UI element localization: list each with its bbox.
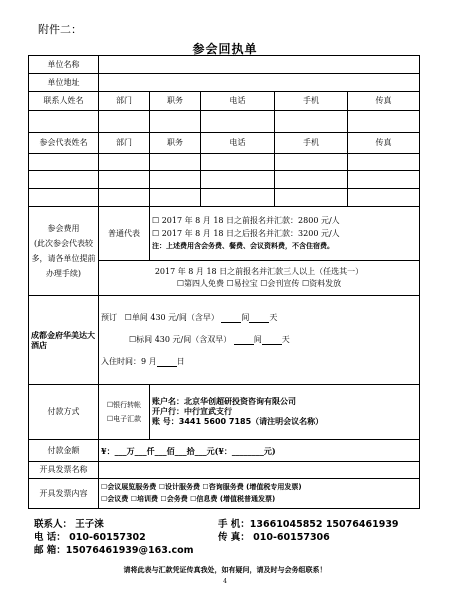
rep-cell[interactable] [99, 154, 150, 171]
rep-cell[interactable] [275, 171, 348, 189]
payment-methods [99, 385, 150, 440]
rep-cell[interactable] [150, 171, 201, 189]
single-room-unit: 间 [241, 313, 250, 322]
checkin-line[interactable] [101, 357, 417, 367]
rep-cell[interactable] [29, 171, 99, 189]
hotel-booking [99, 296, 420, 385]
rep-cell[interactable] [201, 189, 275, 207]
contact-fax: 传 真： 010-60157306 [218, 532, 330, 543]
invoice-vat-special[interactable]: ☐会议展览服务费 ☐设计服务费 ☐咨询服务费 (增值税专用发票) [101, 483, 302, 492]
single-room-option: ☐单间 430 元/间（含早） [124, 313, 219, 322]
rep-cell[interactable] [275, 189, 348, 207]
bank-transfer-option[interactable]: ☐银行转帐 [106, 401, 142, 409]
fee-option-late[interactable]: ☐ 2017 年 8 月 18 日之后报名并汇款：3200 元/人 [152, 229, 340, 239]
registration-form [28, 55, 420, 509]
account-name: 账户名：北京华创超研投资咨询有限公司 [152, 397, 296, 406]
rep-cell[interactable] [99, 189, 150, 207]
rep-name-label: 参会代表姓名 [29, 133, 99, 154]
annex-label: 附件二： [38, 23, 82, 36]
group-offer-options[interactable]: ☐第四人免费 ☐易拉宝 ☐会刊宣传 ☐资料发放 [176, 279, 342, 288]
group-offer [99, 261, 420, 296]
row-rep-entry [29, 171, 420, 189]
contact-cell[interactable] [150, 111, 201, 133]
col-mobile: 手机 [275, 133, 348, 154]
checkin-unit: 日 [176, 357, 185, 366]
fee-note: 注：上述费用含会务费、餐费、会议资料费，不含住宿费。 [152, 242, 334, 251]
unit-address-label: 单位地址 [29, 74, 99, 92]
rep-cell[interactable] [150, 154, 201, 171]
contact-person: 联系人： 王子涞 [34, 519, 104, 530]
hotel-name: 成都金府华美达大酒店 [29, 296, 99, 385]
normal-rep-label: 普通代表 [99, 207, 150, 261]
rep-cell[interactable] [29, 154, 99, 171]
page-title: 参会回执单 [192, 42, 258, 56]
contact-mobile: 手 机：13661045852 15076461939 [218, 519, 399, 530]
contact-email[interactable]: 邮 箱：15076461939@163.com [34, 545, 194, 556]
e-remit-option[interactable]: ☐电子汇款 [106, 415, 142, 423]
standard-room-line[interactable] [101, 335, 417, 345]
row-amount [29, 440, 420, 462]
group-offer-line: 2017 年 8 月 18 日之前报名并汇款三人以上（任选其一） [154, 267, 364, 276]
rep-cell[interactable] [348, 154, 420, 171]
row-hotel [29, 296, 420, 385]
contact-phone: 电 话： 010-60157302 [34, 532, 146, 543]
page-number: 4 [223, 578, 227, 585]
col-phone: 电话 [201, 133, 275, 154]
row-rep-entry [29, 189, 420, 207]
row-contact-entry [29, 111, 420, 133]
invoice-name-label: 开具发票名称 [29, 462, 99, 479]
standard-room-unit: 间 [253, 335, 262, 344]
fee-options [150, 207, 420, 261]
col-phone: 电话 [201, 92, 275, 111]
fee-label: 参会费用 (此次参会代表较多，请各单位提前办理手续) [29, 207, 99, 296]
single-room-line[interactable] [101, 313, 417, 323]
col-dept: 部门 [99, 92, 150, 111]
row-payment [29, 385, 420, 440]
bank-name: 开户行：中行宣武支行 [152, 407, 232, 416]
amount-field[interactable]: ¥：___万___仟___佰___拾___元(¥：________元) [99, 440, 420, 462]
row-unit-address [29, 74, 420, 92]
payment-label: 付款方式 [29, 385, 99, 440]
rep-cell[interactable] [99, 171, 150, 189]
contact-cell[interactable] [275, 111, 348, 133]
row-unit-name [29, 56, 420, 74]
row-rep-header [29, 133, 420, 154]
col-mobile: 手机 [275, 92, 348, 111]
booking-label: 预订 [101, 313, 117, 322]
rep-cell[interactable] [348, 171, 420, 189]
row-rep-entry [29, 154, 420, 171]
amount-label: 付款金额 [29, 440, 99, 462]
col-title: 职务 [150, 92, 201, 111]
account-number: 账 号：3441 5600 7185（请注明会议名称） [152, 417, 324, 426]
row-fee-normal [29, 207, 420, 261]
col-title: 职务 [150, 133, 201, 154]
unit-name-field[interactable] [99, 56, 420, 74]
contact-info [34, 518, 434, 557]
row-invoice-content [29, 479, 420, 509]
invoice-content-options [99, 479, 420, 509]
col-dept: 部门 [99, 133, 150, 154]
standard-room-days: 天 [281, 335, 290, 344]
contact-cell[interactable] [201, 111, 275, 133]
rep-cell[interactable] [348, 189, 420, 207]
rep-cell[interactable] [150, 189, 201, 207]
col-fax: 传真 [348, 133, 420, 154]
rep-cell[interactable] [201, 171, 275, 189]
invoice-name-field[interactable] [99, 462, 420, 479]
contact-name-label: 联系人姓名 [29, 92, 99, 111]
checkin-label: 入住时间：9 月 [101, 357, 157, 366]
rep-cell[interactable] [201, 154, 275, 171]
contact-cell[interactable] [99, 111, 150, 133]
unit-address-field[interactable] [99, 74, 420, 92]
invoice-vat-general[interactable]: ☐会议费 ☐培训费 ☐会务费 ☐信息费 (增值税普通发票) [101, 495, 276, 503]
unit-name-label: 单位名称 [29, 56, 99, 74]
standard-room-option: ☐标间 430 元/间（含双早） [129, 335, 232, 344]
rep-cell[interactable] [275, 154, 348, 171]
single-room-days: 天 [269, 313, 278, 322]
account-info [150, 385, 420, 440]
fee-option-early[interactable]: ☐ 2017 年 8 月 18 日之前报名并汇款：2800 元/人 [152, 216, 340, 226]
rep-cell[interactable] [29, 189, 99, 207]
contact-cell[interactable] [348, 111, 420, 133]
invoice-content-label: 开具发票内容 [29, 479, 99, 509]
col-fax: 传真 [348, 92, 420, 111]
footer-note: 请将此表与汇款凭证传真我处，如有疑问，请及时与会务组联系！ [123, 566, 327, 574]
contact-cell[interactable] [29, 111, 99, 133]
row-invoice-name [29, 462, 420, 479]
row-contact-header [29, 92, 420, 111]
